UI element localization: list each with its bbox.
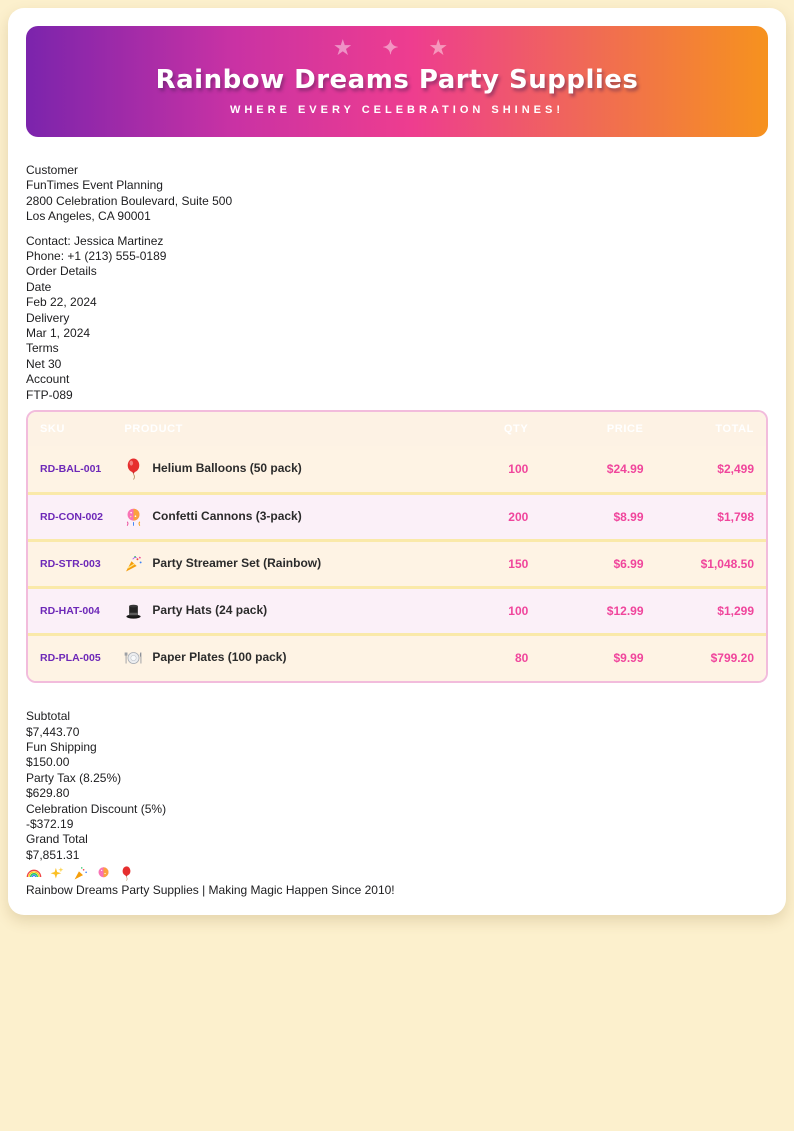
row-price: $9.99: [532, 634, 647, 681]
row-sku: RD-STR-003: [28, 540, 120, 587]
customer-phone: Phone: +1 (213) 555-0189: [26, 249, 167, 264]
row-qty: 200: [450, 493, 532, 540]
invoice-card: [8, 8, 786, 915]
tax-value: $629.80: [26, 786, 70, 801]
row-total: $1,048.50: [648, 540, 767, 587]
row-sku: RD-HAT-004: [28, 587, 120, 634]
order-account-value: FTP-089: [26, 387, 73, 402]
row-qty: 80: [450, 634, 532, 681]
confetti-ball-icon: [124, 506, 143, 528]
row-product-name: Party Streamer Set (Rainbow): [152, 555, 322, 570]
plate-cutlery-icon: [124, 647, 143, 669]
brand-banner: [26, 26, 768, 137]
party-popper-icon: [124, 553, 143, 575]
row-product: [120, 493, 450, 540]
customer-order-info: [26, 163, 768, 403]
balloon-icon: [120, 866, 136, 882]
header-price: PRICE: [532, 412, 647, 446]
row-total: $2,499: [717, 461, 754, 476]
row-price: $8.99: [532, 493, 647, 540]
order-account-label: Account: [26, 372, 70, 387]
order-terms-value: Net 30: [26, 356, 62, 371]
customer-address1: 2800 Celebration Boulevard, Suite 500: [26, 193, 233, 208]
subtotal-value: $7,443.70: [26, 724, 80, 739]
totals-section: [26, 709, 768, 863]
shipping-value: $150.00: [26, 755, 70, 770]
table-row: [28, 493, 766, 540]
row-product-name: Confetti Cannons (3-pack): [152, 508, 302, 523]
discount-value: -$372.19: [26, 816, 74, 831]
row-price: $24.99: [606, 461, 644, 476]
footer-tagline: Rainbow Dreams Party Supplies | Making Magic Happen Since 2010!: [26, 883, 395, 898]
order-date-value: Feb 22, 2024: [26, 295, 97, 310]
balloon-icon: [124, 458, 143, 480]
grand-total-label: Grand Total: [26, 832, 88, 847]
table-row: [28, 540, 766, 587]
header-product: PRODUCT: [120, 412, 450, 446]
shipping-label: Fun Shipping: [26, 739, 97, 754]
sparkles-icon: [49, 866, 65, 882]
row-qty: 100: [508, 461, 529, 476]
company-tagline: WHERE EVERY CELEBRATION SHINES!: [229, 104, 565, 116]
customer-label: Customer: [26, 163, 79, 177]
order-date-label: Date: [26, 279, 52, 294]
table-row: [28, 634, 766, 681]
row-total: $1,798: [648, 493, 767, 540]
row-qty: 150: [450, 540, 532, 587]
table-row: [28, 446, 766, 493]
party-popper-icon: [73, 866, 89, 882]
grand-total-value: $7,851.31: [26, 847, 80, 862]
top-hat-icon: [124, 600, 143, 622]
row-sku: RD-CON-002: [28, 493, 120, 540]
row-product: [120, 587, 450, 634]
row-price: $12.99: [532, 587, 647, 634]
row-product: [120, 446, 450, 493]
customer-name: FunTimes Event Planning: [26, 178, 163, 193]
row-product: [120, 634, 450, 681]
order-terms-label: Terms: [26, 341, 59, 356]
row-price: $6.99: [532, 540, 647, 587]
banner-decoration-icons: ★ ✦ ★: [334, 38, 460, 59]
row-product-name: Paper Plates (100 pack): [152, 650, 287, 665]
row-total: $1,299: [648, 587, 767, 634]
header-qty: QTY: [450, 412, 532, 446]
customer-address2: Los Angeles, CA 90001: [26, 209, 151, 224]
order-details-label: Order Details: [26, 264, 97, 279]
company-title: Rainbow Dreams Party Supplies: [155, 65, 639, 95]
row-qty: 100: [450, 587, 532, 634]
confetti-ball-icon: [96, 866, 112, 882]
header-sku: SKU: [28, 412, 120, 446]
order-delivery-value: Mar 1, 2024: [26, 326, 91, 341]
row-sku: RD-BAL-001: [40, 462, 102, 475]
row-product: [120, 540, 450, 587]
footer-celebration-icons: [26, 865, 768, 883]
discount-label: Celebration Discount (5%): [26, 801, 167, 816]
customer-contact: Contact: Jessica Martinez: [26, 233, 164, 248]
subtotal-label: Subtotal: [26, 709, 71, 724]
row-product-name: Party Hats (24 pack): [152, 602, 268, 617]
table-header-row: [28, 412, 766, 446]
header-total: TOTAL: [648, 412, 767, 446]
row-sku: RD-PLA-005: [28, 634, 120, 681]
line-items-table: [26, 410, 768, 683]
table-row: [28, 587, 766, 634]
rainbow-icon: [26, 866, 42, 882]
row-total: $799.20: [648, 634, 767, 681]
row-product-name: Helium Balloons (50 pack): [152, 461, 302, 476]
tax-label: Party Tax (8.25%): [26, 770, 122, 785]
order-delivery-label: Delivery: [26, 310, 70, 325]
